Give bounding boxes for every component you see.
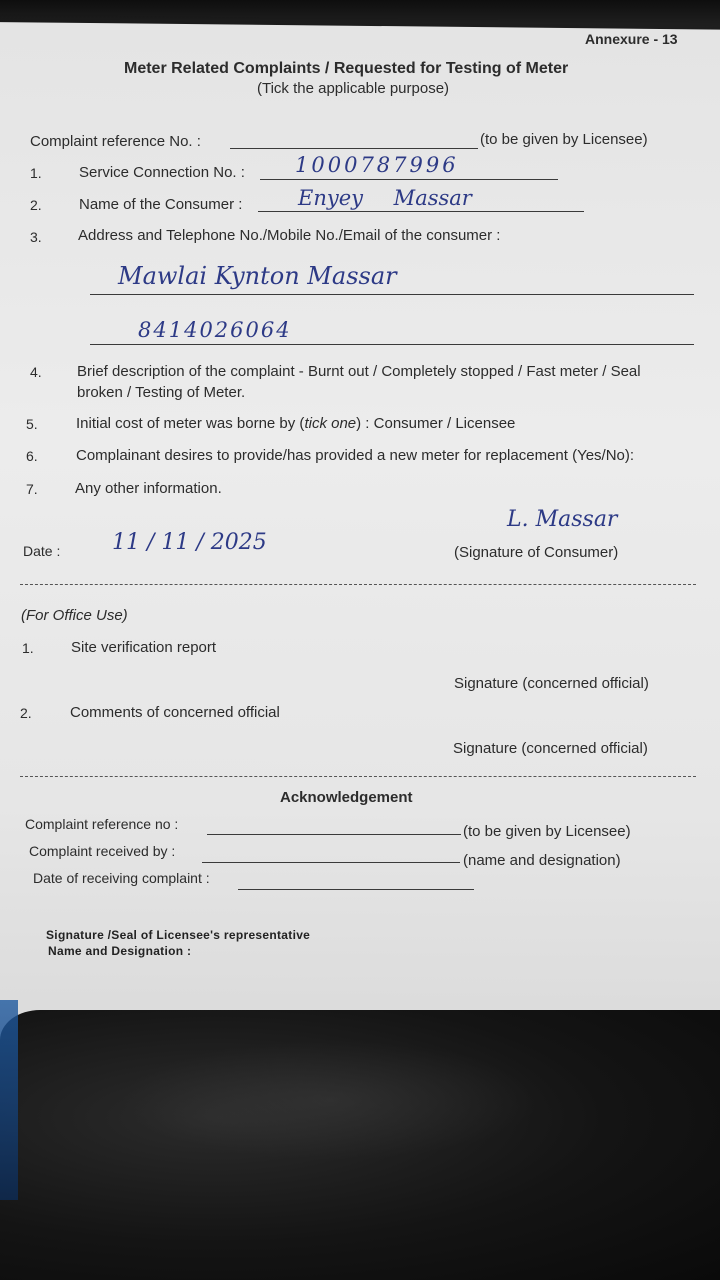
- annexure-label: Annexure - 13: [585, 31, 678, 47]
- phone-value: 8414026064: [138, 318, 292, 342]
- complaint-ref-note: (to be given by Licensee): [480, 131, 648, 148]
- blue-object-edge: [0, 1000, 18, 1200]
- item-7-number: 7.: [26, 481, 38, 497]
- consumer-name-label: Name of the Consumer :: [79, 196, 243, 213]
- licensee-signature-label: Signature /Seal of Licensee's representative: [46, 928, 311, 942]
- item-2-number: 2.: [30, 197, 42, 213]
- other-info-label: Any other information.: [75, 480, 222, 497]
- address-line-2: [90, 344, 694, 345]
- office-item-2-number: 2.: [20, 705, 32, 721]
- divider-1: [20, 584, 696, 585]
- office-use-title: (For Office Use): [21, 607, 128, 624]
- consumer-name-line: [258, 211, 584, 212]
- service-connection-value: 1000787996: [295, 153, 459, 177]
- official-comments-label: Comments of concerned official: [70, 704, 280, 721]
- ack-date-label: Date of receiving complaint :: [33, 870, 210, 886]
- item-4-number: 4.: [30, 364, 42, 380]
- item-5-number: 5.: [26, 416, 38, 432]
- ack-ref-label: Complaint reference no :: [25, 816, 179, 832]
- ack-received-line: [202, 862, 460, 863]
- form-subtitle: (Tick the applicable purpose): [257, 80, 450, 97]
- form-title: Meter Related Complaints / Requested for Testing of Meter: [124, 60, 569, 77]
- ack-date-line: [238, 889, 474, 890]
- address-line-1: [90, 294, 694, 295]
- date-value: 11 / 11 / 2025: [112, 530, 267, 555]
- licensee-name-label: Name and Designation :: [48, 944, 192, 958]
- consumer-name-value: Enyey Massar: [298, 186, 472, 210]
- consumer-signature-label: (Signature of Consumer): [454, 544, 619, 561]
- ack-ref-line: [207, 834, 461, 835]
- site-verification-label: Site verification report: [71, 639, 217, 656]
- official-signature-1: Signature (concerned official): [454, 675, 649, 692]
- address-value: Mawlai Kynton Massar: [118, 262, 397, 290]
- complaint-description-line2: broken / Testing of Meter.: [77, 384, 246, 401]
- item-1-number: 1.: [30, 165, 42, 181]
- date-label: Date :: [23, 543, 61, 559]
- complaint-description-line1: Brief description of the complaint - Burnt out / Completely stopped / Fast meter / Seal: [77, 363, 641, 380]
- replacement-label: Complainant desires to provide/has provided a new meter for replacement (Yes/No):: [76, 447, 635, 464]
- complaint-ref-line: [230, 148, 478, 149]
- consumer-signature: L. Massar: [507, 507, 618, 532]
- address-label: Address and Telephone No./Mobile No./Email of the consumer :: [78, 227, 501, 244]
- acknowledgement-title: Acknowledgement: [280, 789, 413, 806]
- complaint-ref-label: Complaint reference No. :: [30, 133, 201, 150]
- service-connection-line: [260, 179, 558, 180]
- meter-cost-label: Initial cost of meter was borne by (tick one) : Consumer / Licensee: [76, 415, 516, 432]
- ack-received-note: (name and designation): [463, 852, 621, 869]
- cloth-fold: [120, 1040, 540, 1160]
- service-connection-label: Service Connection No. :: [79, 164, 245, 181]
- ack-ref-note: (to be given by Licensee): [463, 823, 631, 840]
- official-signature-2: Signature (concerned official): [453, 740, 648, 757]
- divider-2: [20, 776, 696, 777]
- item-6-number: 6.: [26, 448, 38, 464]
- office-item-1-number: 1.: [22, 640, 34, 656]
- item-3-number: 3.: [30, 229, 42, 245]
- ack-received-label: Complaint received by :: [29, 843, 176, 859]
